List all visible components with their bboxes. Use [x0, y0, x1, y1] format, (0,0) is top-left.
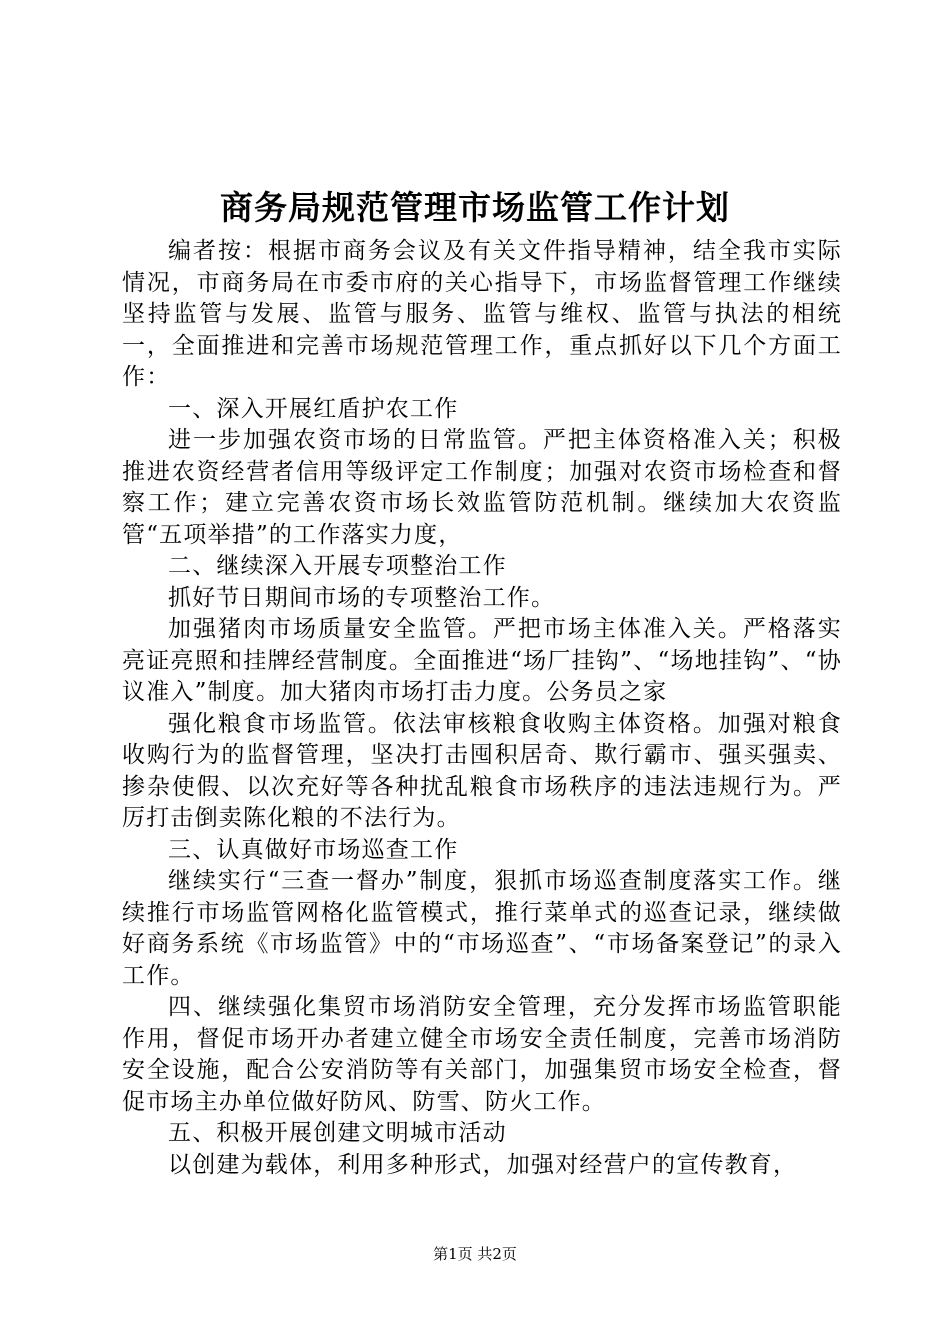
paragraph-civilized-city: 以创建为载体，利用多种形式，加强对经营户的宣传教育，	[168, 1151, 798, 1178]
section-heading-5: 五、积极开展创建文明城市活动	[168, 1120, 507, 1146]
paragraph-fire-safety: 四、继续强化集贸市场消防安全管理，充分发挥市场监管职能作用，督促市场开办者建立健全市场安全责任制度，完善市场消防安全设施，配合公安消防等有关部门，加强集贸市场安全检查，督促市场主办单位做好防风、防雪、防火工作。	[122, 994, 842, 1115]
section-heading-3: 三、认真做好市场巡查工作	[168, 836, 459, 863]
section-heading-1: 一、深入开展红盾护农工作	[168, 395, 459, 422]
document-body	[122, 236, 842, 1181]
paragraph-grain-market: 强化粮食市场监管。依法审核粮食收购主体资格。加强对粮食收购行为的监督管理，坚决打击囤积居奇、欺行霸市、强买强卖、掺杂使假、以次充好等各种扰乱粮食市场秩序的违法违规行为。严厉打击倒卖陈化粮的不法行为。	[122, 710, 842, 831]
paragraph-editor-note: 编者按：根据市商务会议及有关文件指导精神，结全我市实际情况，市商务局在市委市府的关心指导下，市场监督管理工作继续坚持监管与发展、监管与服务、监管与维权、监管与执法的相统一，全面推进和完善市场规范管理工作，重点抓好以下几个方面工作：	[122, 238, 842, 390]
paragraph-pork-market: 加强猪肉市场质量安全监管。严把市场主体准入关。严格落实亮证亮照和挂牌经营制度。全面推进“场厂挂钩”、“场地挂钩”、“协议准入”制度。加大猪肉市场打击力度。公务员之家	[122, 616, 842, 705]
paragraph-agri-supervision: 进一步加强农资市场的日常监管。严把主体资格准入关；积极推进农资经营者信用等级评定工作制度；加强对农资市场检查和督察工作；建立完善农资市场长效监管防范机制。继续加大农资监管“五项举措”的工作落实力度，	[122, 427, 842, 548]
paragraph-holiday-rectification: 抓好节日期间市场的专项整治工作。	[168, 584, 556, 611]
page-footer: 第1页 共2页	[433, 1245, 517, 1263]
document-title: 商务局规范管理市场监管工作计划	[220, 188, 730, 227]
section-heading-2: 二、继续深入开展专项整治工作	[168, 553, 507, 579]
paragraph-market-inspection: 继续实行“三查一督办”制度，狠抓市场巡查制度落实工作。继续推行市场监管网格化监管模式，推行菜单式的巡查记录，继续做好商务系统《市场监管》中的“市场巡查”、“市场备案登记”的录入工作。	[122, 868, 842, 989]
